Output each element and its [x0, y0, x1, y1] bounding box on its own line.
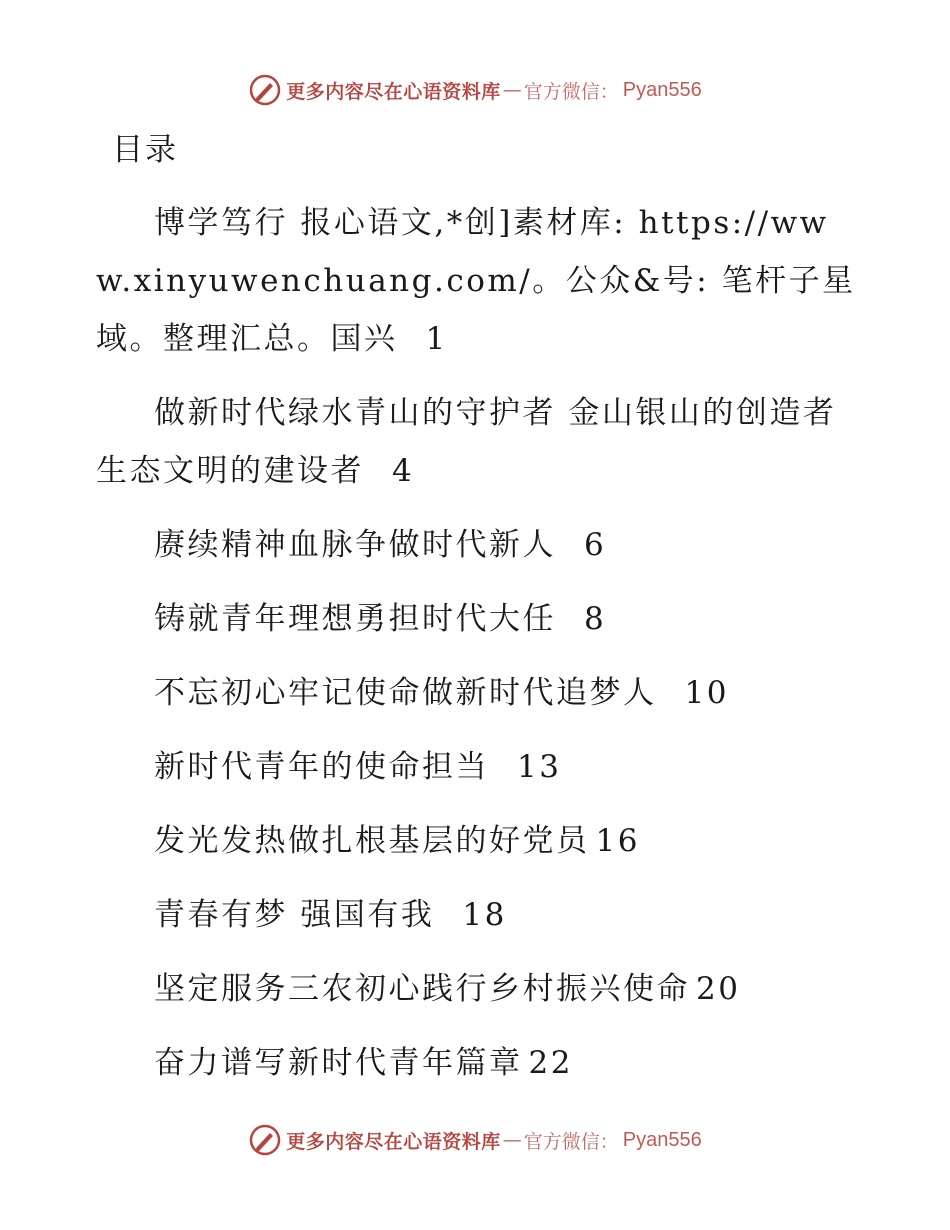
toc-entry[interactable] [96, 812, 856, 870]
banner-wechat-id: Pyan556 [622, 78, 702, 101]
toc-entry-page: 22 [528, 1045, 573, 1081]
toc-entry-page: 18 [462, 897, 507, 933]
toc-entry-title: 赓续精神血脉争做时代新人 [154, 527, 556, 563]
banner-wechat-label: 官方微信： [523, 80, 619, 103]
toc-entry[interactable] [96, 384, 856, 500]
pen-logo-icon [248, 1123, 282, 1157]
toc-title: 目录 [112, 132, 178, 168]
toc-entry[interactable] [96, 960, 856, 1018]
toc-entry[interactable] [96, 590, 856, 648]
header-banner [0, 70, 950, 110]
toc-entry[interactable] [96, 664, 856, 722]
banner-text: 更多内容尽在心语资料库 [286, 80, 501, 103]
toc-entry-title: 做新时代绿水青山的守护者 金山银山的创造者生态文明的建设者 [96, 395, 837, 489]
toc-entry-page: 20 [696, 971, 741, 1007]
toc-entry[interactable] [96, 738, 856, 796]
toc-entry-title: 铸就青年理想勇担时代大任 [154, 601, 556, 637]
toc-entry[interactable] [96, 1034, 856, 1092]
pen-logo-icon [248, 73, 282, 107]
toc-entry-title: 新时代青年的使命担当 [154, 749, 489, 785]
toc-entry-page: 10 [684, 675, 729, 711]
banner-separator: — [502, 1129, 522, 1151]
toc-entry-title: 青春有梦 强国有我 [154, 897, 435, 933]
toc-entry-title: 坚定服务三农初心践行乡村振兴使命 [154, 971, 690, 1007]
toc-entry-page: 13 [517, 749, 562, 785]
banner-wechat-label: 官方微信： [523, 1130, 619, 1153]
banner-wechat-id: Pyan556 [622, 1128, 702, 1151]
banner-text: 更多内容尽在心语资料库 [286, 1130, 501, 1153]
toc-entry-page: 4 [392, 453, 415, 489]
toc-entry[interactable] [96, 516, 856, 574]
toc-entry[interactable] [96, 886, 856, 944]
toc-entry[interactable] [96, 194, 856, 368]
toc-entry-title: 发光发热做扎根基层的好党员 [154, 823, 590, 859]
toc-entry-page: 6 [584, 527, 607, 563]
toc-entry-page: 16 [595, 823, 640, 859]
footer-banner [0, 1120, 950, 1160]
toc-entry-page: 8 [584, 601, 607, 637]
toc-entry-title: 不忘初心牢记使命做新时代追梦人 [154, 675, 657, 711]
toc-entry-title: 奋力谱写新时代青年篇章 [154, 1045, 523, 1081]
toc-entry-page: 1 [425, 321, 448, 357]
toc-entry-title: 博学笃行 报心语文,*创]素材库: https://www.xinyuwenchuang.com/。公众&号: 笔杆子星域。整理汇总。国兴 [96, 205, 856, 357]
banner-separator: — [502, 79, 522, 101]
